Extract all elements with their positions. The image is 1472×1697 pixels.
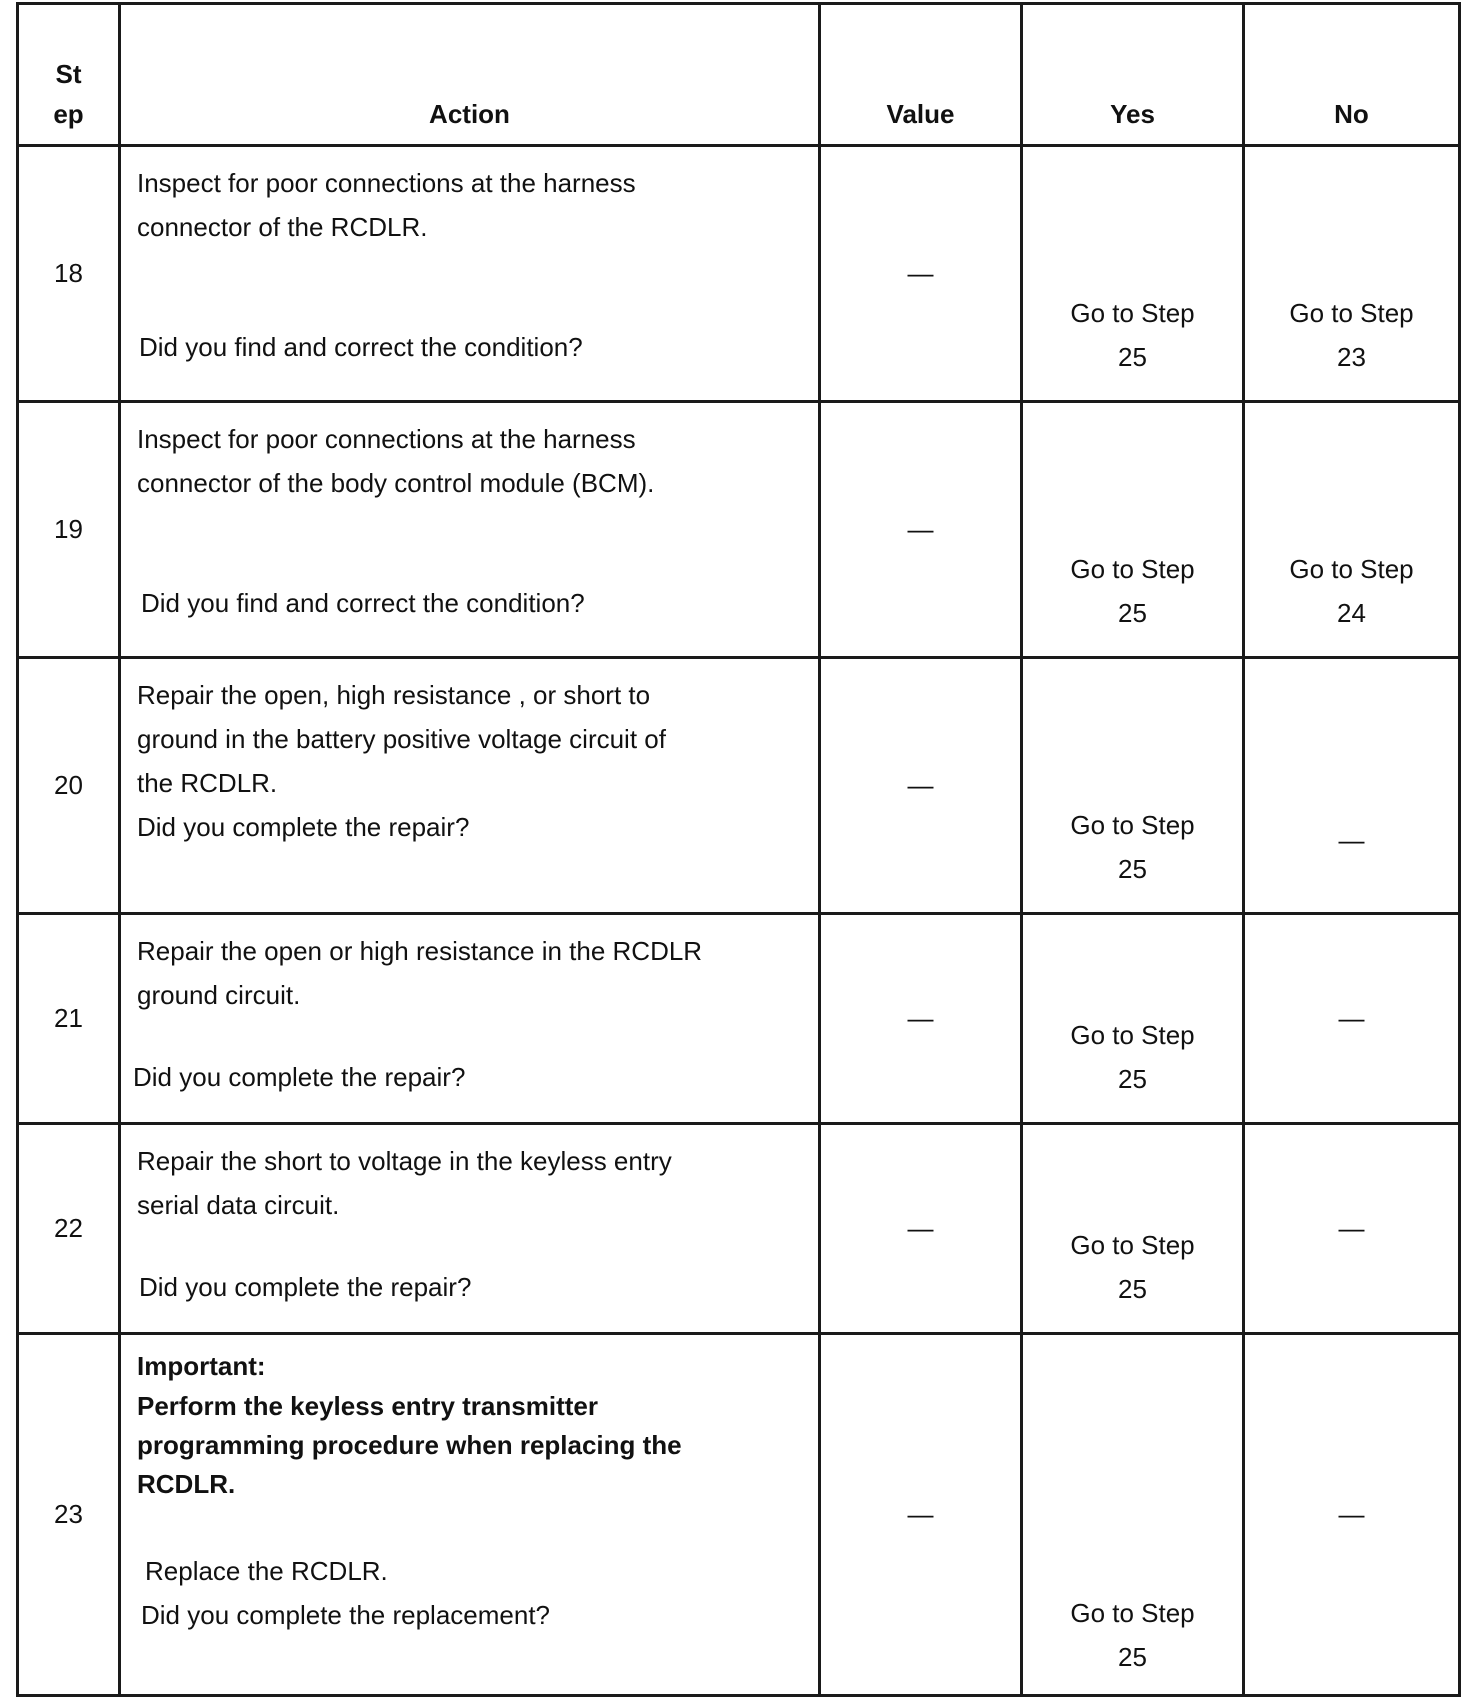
yes-column-header: Yes	[1022, 4, 1244, 146]
table-row	[18, 1334, 1460, 1696]
action-text: Replace the RCDLR.	[145, 1556, 388, 1586]
no-cell	[1244, 1334, 1460, 1696]
action-text: connector of the body control module (BCM).	[137, 468, 655, 498]
step-column-header: St ep	[18, 4, 120, 146]
action-text: ground circuit.	[137, 980, 301, 1010]
step-number: 22	[18, 1124, 120, 1334]
question-text: Did you find and correct the condition?	[141, 588, 585, 618]
no-cell	[1244, 1124, 1460, 1334]
action-text: Inspect for poor connections at the harness	[137, 424, 636, 454]
value-cell: —	[820, 914, 1022, 1124]
action-cell	[120, 914, 820, 1124]
no-goto: Go to Step 23	[1289, 298, 1414, 372]
yes-cell	[1022, 914, 1244, 1124]
table-header-row	[18, 4, 1460, 146]
action-text: Inspect for poor connections at the harness	[137, 168, 636, 198]
value-cell: —	[820, 658, 1022, 914]
action-text: serial data circuit.	[137, 1190, 340, 1220]
value-cell: —	[820, 1334, 1022, 1696]
yes-cell	[1022, 402, 1244, 658]
yes-goto: Go to Step 25	[1070, 298, 1195, 372]
action-text: ground in the battery positive voltage circuit of	[137, 724, 666, 754]
action-cell	[120, 402, 820, 658]
yes-goto: Go to Step 25	[1070, 1020, 1195, 1094]
question-text: Did you complete the repair?	[137, 812, 470, 842]
no-cell	[1244, 146, 1460, 402]
action-cell	[120, 1334, 820, 1696]
action-text: Repair the open or high resistance in the RCDLR	[137, 936, 703, 966]
table-row	[18, 402, 1460, 658]
step-number: 19	[18, 402, 120, 658]
diagnostic-table	[16, 2, 1461, 1697]
yes-cell	[1022, 658, 1244, 914]
action-text: Repair the open, high resistance , or short to	[137, 680, 651, 710]
action-text: connector of the RCDLR.	[137, 212, 428, 242]
no-dash: —	[1338, 1499, 1365, 1529]
step-number: 20	[18, 658, 120, 914]
value-cell: —	[820, 146, 1022, 402]
step-number: 21	[18, 914, 120, 1124]
action-cell	[120, 1124, 820, 1334]
table-row	[18, 146, 1460, 402]
no-cell	[1244, 402, 1460, 658]
important-text: Perform the keyless entry transmitter	[137, 1391, 598, 1421]
value-cell: —	[820, 1124, 1022, 1334]
no-cell	[1244, 658, 1460, 914]
yes-goto: Go to Step 25	[1070, 1230, 1195, 1304]
table-row	[18, 914, 1460, 1124]
question-text: Did you complete the repair?	[139, 1272, 472, 1302]
question-text: Did you complete the repair?	[133, 1062, 466, 1092]
step-number: 18	[18, 146, 120, 402]
no-dash: —	[1338, 825, 1365, 855]
yes-goto: Go to Step 25	[1070, 810, 1195, 884]
yes-cell	[1022, 1124, 1244, 1334]
important-label: Important:	[137, 1351, 266, 1381]
value-column-header: Value	[820, 4, 1022, 146]
no-dash: —	[1338, 1003, 1365, 1033]
value-cell: —	[820, 402, 1022, 658]
no-dash: —	[1338, 1213, 1365, 1243]
table-row	[18, 658, 1460, 914]
action-text: the RCDLR.	[137, 768, 278, 798]
yes-goto: Go to Step 25	[1070, 1598, 1195, 1672]
table-row	[18, 1124, 1460, 1334]
yes-goto: Go to Step 25	[1070, 554, 1195, 628]
no-goto: Go to Step 24	[1289, 554, 1414, 628]
action-text: Repair the short to voltage in the keyless entry	[137, 1146, 672, 1176]
yes-cell	[1022, 146, 1244, 402]
action-cell	[120, 658, 820, 914]
yes-cell	[1022, 1334, 1244, 1696]
no-column-header: No	[1244, 4, 1460, 146]
question-text: Did you find and correct the condition?	[139, 332, 583, 362]
important-text: RCDLR.	[137, 1469, 236, 1499]
step-number: 23	[18, 1334, 120, 1696]
question-text: Did you complete the replacement?	[141, 1600, 551, 1630]
action-cell	[120, 146, 820, 402]
no-cell	[1244, 914, 1460, 1124]
important-text: programming procedure when replacing the	[137, 1430, 682, 1460]
action-column-header: Action	[120, 4, 820, 146]
